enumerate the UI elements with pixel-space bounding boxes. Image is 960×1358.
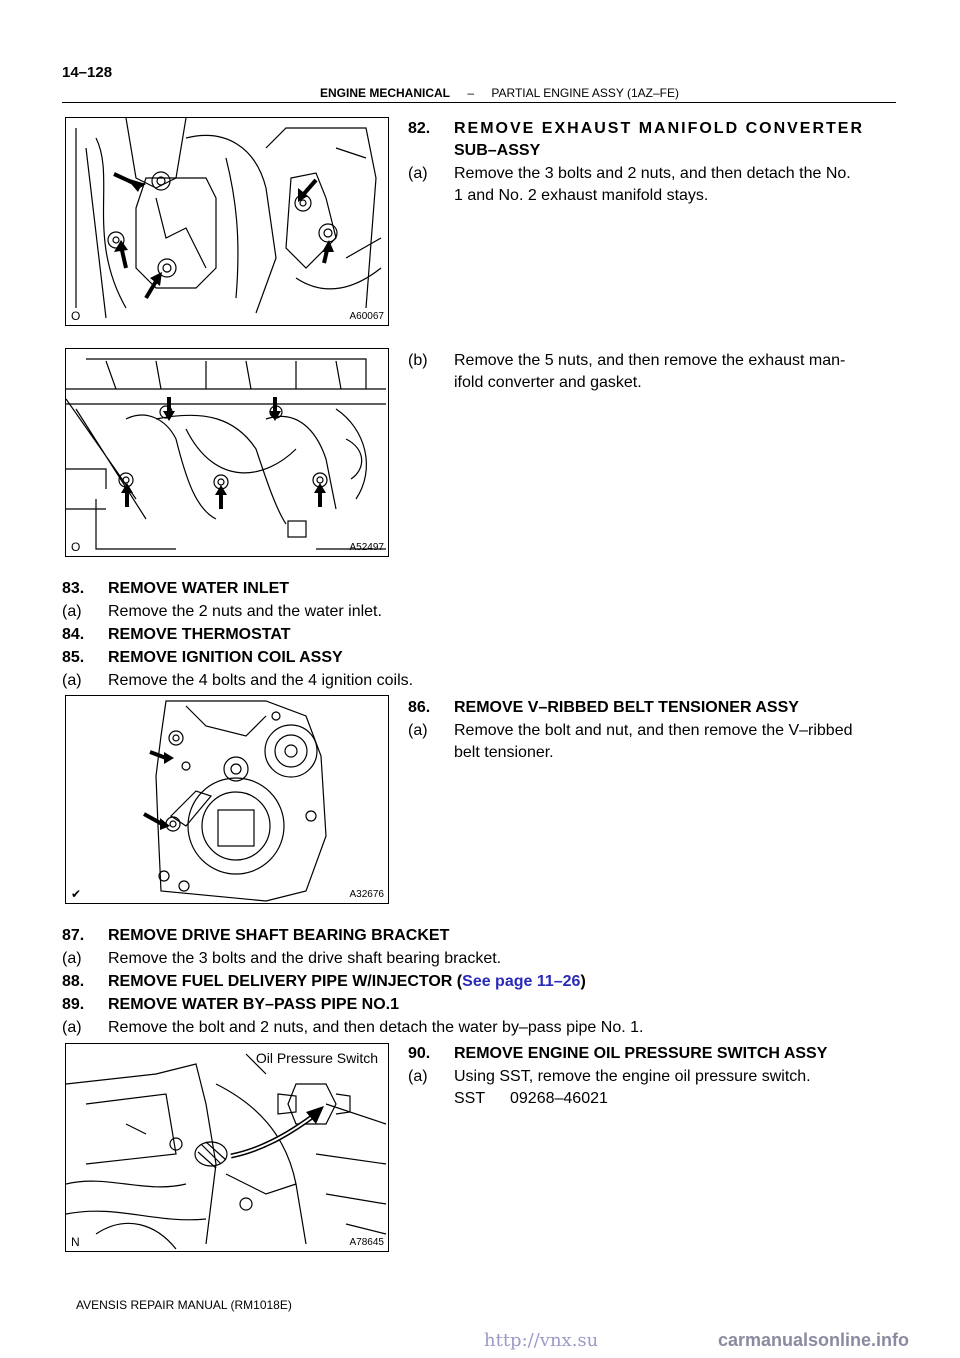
- figure-mark: O: [71, 309, 81, 323]
- step-84-title: 84. REMOVE THERMOSTAT: [62, 626, 291, 643]
- step-90-sst: SST 09268–46021: [454, 1090, 608, 1107]
- step-83-title: 83. REMOVE WATER INLET: [62, 580, 290, 597]
- callout-oil-pressure-switch: Oil Pressure Switch: [255, 1050, 378, 1066]
- step-82-b: (b) Remove the 5 nuts, and then remove the exhaust man-: [408, 352, 846, 369]
- figure-code: A32676: [349, 889, 384, 900]
- figure-exhaust-manifold-converter: [65, 348, 389, 557]
- figure-mark: N: [71, 1235, 80, 1249]
- watermark-right: carmanualsonline.info: [718, 1330, 910, 1350]
- header-rule: [62, 102, 896, 103]
- footer-manual-title: AVENSIS REPAIR MANUAL (RM1018E): [76, 1298, 292, 1312]
- figure-exhaust-manifold-stays: [65, 117, 389, 326]
- step-82-b-cont: ifold converter and gasket.: [454, 374, 642, 391]
- running-header: [320, 86, 679, 100]
- figure-code: A78645: [349, 1237, 384, 1248]
- watermark-left: http://vnx.su: [484, 1330, 599, 1351]
- figure-exhaust-manifold-converter-drawing: [66, 349, 389, 557]
- step-85-a: (a) Remove the 4 bolts and the 4 ignition coils.: [62, 672, 414, 689]
- figure-belt-tensioner: [65, 695, 389, 904]
- see-page-link[interactable]: See page 11–26: [462, 973, 581, 990]
- step-83-a: (a) Remove the 2 nuts and the water inlet.: [62, 603, 382, 620]
- header-separator: –: [467, 86, 475, 100]
- figure-code: A52497: [349, 542, 384, 553]
- step-82-title: 82. REMOVE EXHAUST MANIFOLD CONVERTER: [408, 120, 865, 137]
- step-86-a: (a) Remove the bolt and nut, and then remove the V–ribbed: [408, 722, 853, 739]
- step-86-a-cont: belt tensioner.: [454, 744, 554, 761]
- step-89-title: 89. REMOVE WATER BY–PASS PIPE NO.1: [62, 996, 400, 1013]
- step-82-title-cont: SUB–ASSY: [454, 142, 541, 159]
- page-number: 14–128: [62, 64, 113, 81]
- step-88-title: 88. REMOVE FUEL DELIVERY PIPE W/INJECTOR (See page 11–26): [62, 973, 586, 990]
- figure-oil-pressure-switch-drawing: [66, 1044, 389, 1252]
- step-86-title: 86. REMOVE V–RIBBED BELT TENSIONER ASSY: [408, 699, 799, 716]
- figure-code: A60067: [349, 311, 384, 322]
- figure-oil-pressure-switch: [65, 1043, 389, 1252]
- header-subsection: PARTIAL ENGINE ASSY (1AZ–FE): [491, 86, 680, 100]
- step-82-a-cont: 1 and No. 2 exhaust manifold stays.: [454, 187, 709, 204]
- figure-exhaust-manifold-stays-drawing: [66, 118, 389, 326]
- step-89-a: (a) Remove the bolt and 2 nuts, and then detach the water by–pass pipe No. 1.: [62, 1019, 644, 1036]
- step-82-a: (a) Remove the 3 bolts and 2 nuts, and then detach the No.: [408, 165, 851, 182]
- step-85-title: 85. REMOVE IGNITION COIL ASSY: [62, 649, 343, 666]
- figure-mark: ✔: [71, 887, 82, 901]
- figure-mark: O: [71, 540, 81, 554]
- step-90-a: (a) Using SST, remove the engine oil pressure switch.: [408, 1068, 811, 1085]
- step-90-title: 90. REMOVE ENGINE OIL PRESSURE SWITCH ASSY: [408, 1045, 828, 1062]
- figure-belt-tensioner-drawing: [66, 696, 389, 904]
- step-87-title: 87. REMOVE DRIVE SHAFT BEARING BRACKET: [62, 927, 450, 944]
- header-section: ENGINE MECHANICAL: [320, 86, 451, 100]
- step-87-a: (a) Remove the 3 bolts and the drive shaft bearing bracket.: [62, 950, 502, 967]
